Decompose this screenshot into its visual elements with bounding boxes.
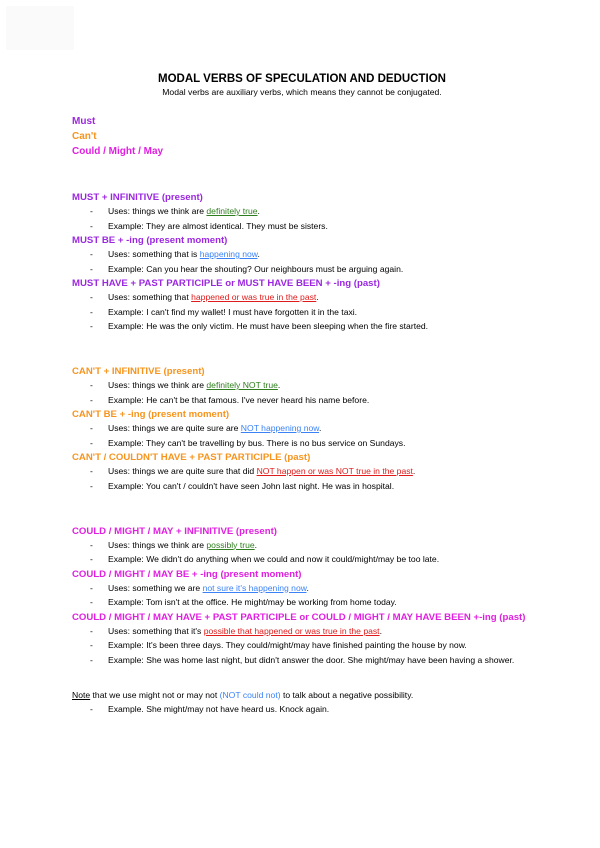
list-cant-infinitive — [72, 379, 532, 407]
section-could-might-may — [72, 525, 532, 667]
uses-end: . — [254, 539, 258, 550]
note-label: Note — [72, 689, 91, 700]
heading-could-have: COULD / MIGHT / MAY HAVE + PAST PARTICIPLE or COULD / MIGHT / MAY HAVE BEEN +-ing (past) — [72, 611, 526, 623]
list-item: - Example: I can't find my wallet! I must have forgotten it in the taxi. — [72, 306, 532, 319]
document-title: MODAL VERBS OF SPECULATION AND DEDUCTION — [158, 73, 446, 85]
list-note — [72, 703, 532, 716]
list-item: - Example: He can't be that famous. I've never heard his name before. — [72, 394, 532, 407]
list-could-be-ing — [72, 582, 532, 610]
list-item — [72, 291, 532, 304]
document-page — [72, 72, 532, 717]
list-item: - Example: They are almost identical. They must be sisters. — [72, 220, 532, 233]
list-cant-be-ing — [72, 422, 532, 450]
corner-mark — [6, 6, 74, 50]
list-must-infinitive — [72, 205, 532, 233]
highlight-possibly-true: possibly true — [206, 539, 255, 550]
section-must — [72, 191, 532, 333]
list-item — [72, 582, 532, 595]
uses-text: Uses: things we are quite sure are — [108, 423, 241, 433]
list-could-have — [72, 625, 532, 667]
list-could-infinitive — [72, 539, 532, 567]
list-item — [72, 379, 532, 392]
list-item: - Example: We didn't do anything when we could and now it could/might/may be too late. — [72, 553, 532, 566]
highlight-happening-now: happening now — [199, 249, 258, 259]
section-cant — [72, 365, 532, 493]
highlight-happened-past: happened or was true in the past — [191, 292, 317, 302]
uses-text: Uses: things we think are — [108, 206, 207, 216]
highlight-not-happening-now: NOT happening now — [240, 423, 319, 433]
highlight-possible-past: possible that happened or was true in the past — [203, 625, 380, 636]
uses-end: . — [316, 292, 319, 302]
list-item: - Example: Can you hear the shouting? Our neighbours must be arguing again. — [72, 263, 532, 276]
uses-end: . — [257, 249, 260, 259]
highlight-definitely-true: definitely true — [206, 206, 258, 216]
document-subtitle: Modal verbs are auxiliary verbs, which means they cannot be conjugated. — [162, 87, 442, 97]
list-item — [72, 625, 532, 638]
heading-cant-be-ing: CAN'T BE + -ing (present moment) — [72, 409, 230, 420]
list-cant-couldnt-have — [72, 465, 532, 493]
list-item — [72, 465, 532, 478]
note-paragraph — [72, 689, 532, 702]
heading-must-be-ing: MUST BE + -ing (present moment) — [72, 235, 228, 246]
highlight-not-sure-happening: not sure it's happening now — [202, 582, 307, 593]
uses-end: . — [257, 206, 260, 216]
list-item — [72, 205, 532, 218]
uses-end: . — [277, 380, 281, 390]
uses-text: Uses: things we think are — [108, 539, 207, 550]
heading-could-be-ing: COULD / MIGHT / MAY BE + -ing (present moment) — [72, 568, 302, 580]
uses-text: Uses: things we think are — [108, 380, 207, 390]
list-item: - Example. She might/may not have heard us. Knock again. — [72, 703, 532, 716]
heading-must-have: MUST HAVE + PAST PARTICIPLE or MUST HAVE BEEN + -ing (past) — [72, 278, 380, 289]
highlight-definitely-not-true: definitely NOT true — [206, 380, 278, 390]
uses-text: Uses: things we are quite sure that did — [108, 466, 257, 476]
heading-cant-couldnt-have: CAN'T / COULDN'T HAVE + PAST PARTICIPLE (past) — [72, 452, 311, 463]
category-could-might-may: Could / Might / May — [72, 146, 164, 157]
heading-cant-infinitive: CAN'T + INFINITIVE (present) — [72, 366, 205, 377]
list-item — [72, 248, 532, 261]
heading-could-infinitive: COULD / MIGHT / MAY + INFINITIVE (present) — [72, 525, 277, 537]
note-text-end: to talk about a negative possibility. — [280, 689, 414, 700]
list-item: - Example: She was home last night, but didn't answer the door. She might/may have been having a shower. — [72, 654, 532, 667]
list-item: - Example: It's been three days. They could/might/may have finished painting the house by now. — [72, 639, 532, 652]
category-must: Must — [72, 116, 96, 127]
category-cant: Can't — [72, 131, 97, 142]
list-must-be-ing — [72, 248, 532, 276]
uses-text: Uses: something we are — [108, 582, 203, 593]
uses-text: Uses: something that it's — [108, 625, 204, 636]
list-item: - Example: Tom isn't at the office. He might/may be working from home today. — [72, 596, 532, 609]
uses-text: Uses: something that is — [108, 249, 200, 259]
list-item: - Example: You can't / couldn't have seen John last night. He was in hospital. — [72, 480, 532, 493]
list-must-have — [72, 291, 532, 333]
uses-text: Uses: something that — [108, 292, 192, 302]
uses-end: . — [379, 625, 382, 636]
note-parenthetical: (NOT could not) — [219, 689, 281, 700]
note-text: that we use might not or may not — [90, 689, 220, 700]
list-item: - Example: He was the only victim. He must have been sleeping when the fire started. — [72, 320, 532, 333]
highlight-not-happen-past: NOT happen or was NOT true in the past — [256, 466, 413, 476]
list-item — [72, 422, 532, 435]
heading-must-infinitive: MUST + INFINITIVE (present) — [72, 192, 203, 203]
uses-end: . — [306, 582, 309, 593]
list-item — [72, 539, 532, 552]
uses-end: . — [319, 423, 322, 433]
uses-end: . — [412, 466, 416, 476]
list-item: - Example: They can't be travelling by bus. There is no bus service on Sundays. — [72, 437, 532, 450]
